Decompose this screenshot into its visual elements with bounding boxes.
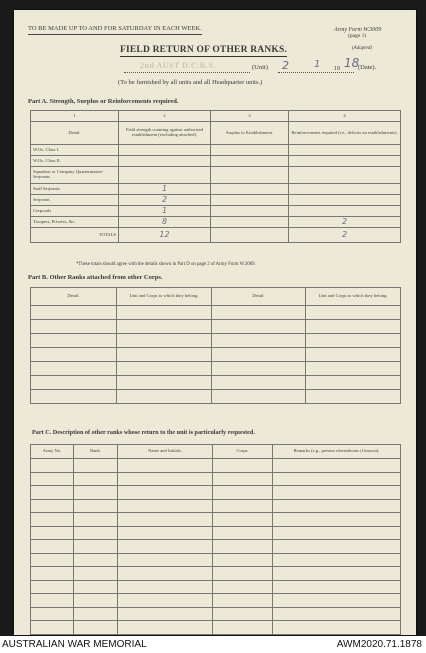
surplus-cell [211,156,289,167]
reinforcement-cell [289,195,401,206]
col-header-corps: Corps. [213,445,273,459]
archive-footer [0,636,426,653]
col-number: 2 [119,111,211,122]
table-row [31,580,401,594]
part-c-title: Part C. Description of other ranks whose return to the unit is particularly requested. [32,429,255,436]
table-row [31,334,401,348]
reinforcement-cell [289,156,401,167]
table-row [31,459,401,473]
col-header-strength: Field strength counting against authorized establishment (excluding attached). [119,122,211,145]
table-row [31,206,401,217]
date-year: 18 [344,56,360,70]
table-row [31,621,401,635]
reinforcement-cell [289,167,401,184]
table-row [31,513,401,527]
surplus-cell [211,217,289,228]
row-detail: Troopers, Privates, &c. [31,217,119,228]
reinforcement-cell [289,184,401,195]
form-page [14,10,416,635]
form-adapted: (Adapted) [352,46,372,51]
unit-stamp: 2nd AUST D.C.R.S. [140,61,216,70]
strength-cell [119,167,211,184]
date-line [278,72,354,73]
row-detail: Serjeants [31,195,119,206]
table-row [31,167,401,184]
surplus-cell [211,184,289,195]
table-row [31,217,401,228]
strength-cell: 2 [119,195,211,206]
table-row [31,486,401,500]
strength-cell [119,156,211,167]
total-strength: 12 [119,228,211,243]
total-surplus [211,228,289,243]
table-row [31,320,401,334]
surplus-cell [211,195,289,206]
table-row [31,195,401,206]
table-row [31,156,401,167]
footer-institution: AUSTRALIAN WAR MEMORIAL [2,639,147,650]
strength-cell: 1 [119,206,211,217]
table-row [31,376,401,390]
part-a-table [30,110,401,243]
part-c-table [30,444,401,635]
table-row [31,390,401,404]
strength-cell [119,145,211,156]
part-b-title: Part B. Other Ranks attached from other Corps. [28,274,163,281]
row-detail: W.Os. Class II. [31,156,119,167]
table-row [31,553,401,567]
table-row [31,540,401,554]
date-month: 1 [314,59,321,70]
strength-cell: 1 [119,184,211,195]
col-header-surplus: Surplus to Establishment. [211,122,289,145]
col-header-rank: Rank. [74,445,118,459]
col-number: 4 [289,111,401,122]
surplus-cell [211,206,289,217]
unit-label: (Unit) [252,64,268,71]
reinforcement-cell [289,206,401,217]
col-header-detail: Detail. [31,288,117,306]
table-row [31,594,401,608]
table-row [31,567,401,581]
table-row [31,184,401,195]
date-label: (Date). [358,64,377,71]
col-header-remarks: Remarks (e.g., present whereabouts if known). [273,445,401,459]
col-number: 1 [31,111,119,122]
surplus-cell [211,167,289,184]
date-day: 2 [282,59,289,72]
unit-line [124,72,250,73]
reinforcement-cell: 2 [289,217,401,228]
table-row [31,362,401,376]
col-header-unit-corps: Unit and Corps to which they belong. [306,288,401,306]
total-reinforcements: 2 [289,228,401,243]
table-row [31,472,401,486]
part-b-table [30,287,401,404]
col-header-reinforcements: Reinforcements required (i.e., deficits on establishments). [289,122,401,145]
instruction-text: TO BE MADE UP TO AND FOR SATURDAY IN EACH WEEK. [28,26,202,35]
row-detail: Corporals [31,206,119,217]
col-header-army-no: Army No. [31,445,74,459]
col-number: 3 [211,111,289,122]
row-detail: Staff Serjeants [31,184,119,195]
table-row [31,607,401,621]
col-header-detail: Detail. [31,122,119,145]
totals-row [31,228,401,243]
table-row [31,499,401,513]
form-page-number: (page 1) [348,33,367,39]
totals-label: TOTALS [31,228,119,243]
strength-cell: 8 [119,217,211,228]
form-number: Army Form W.3009 [334,27,382,33]
reinforcement-cell [289,145,401,156]
table-row [31,526,401,540]
surplus-cell [211,145,289,156]
part-a-title: Part A. Strength, Surplus or Reinforcements required. [28,98,179,105]
footer-accession-number: AWM2020.71.1878 [336,639,422,650]
col-header-detail: Detail. [212,288,306,306]
table-row [31,348,401,362]
table-row [31,145,401,156]
row-detail: W.Os. Class I. [31,145,119,156]
furnished-note: (To be furnished by all units and all Headquarter units.) [118,79,263,86]
date-prefix: 19 [334,66,340,72]
table-row [31,306,401,320]
form-title: FIELD RETURN OF OTHER RANKS. [120,45,288,55]
col-header-unit-corps: Unit and Corps to which they belong. [117,288,212,306]
col-header-name: Name and Initials. [118,445,213,459]
part-a-footnote: *These totals should agree with the details shown in Part D on page 2 of Army Form W.3009. [76,262,256,267]
row-detail: Squadron or Company Quartermaster-Serjeants [31,167,119,184]
